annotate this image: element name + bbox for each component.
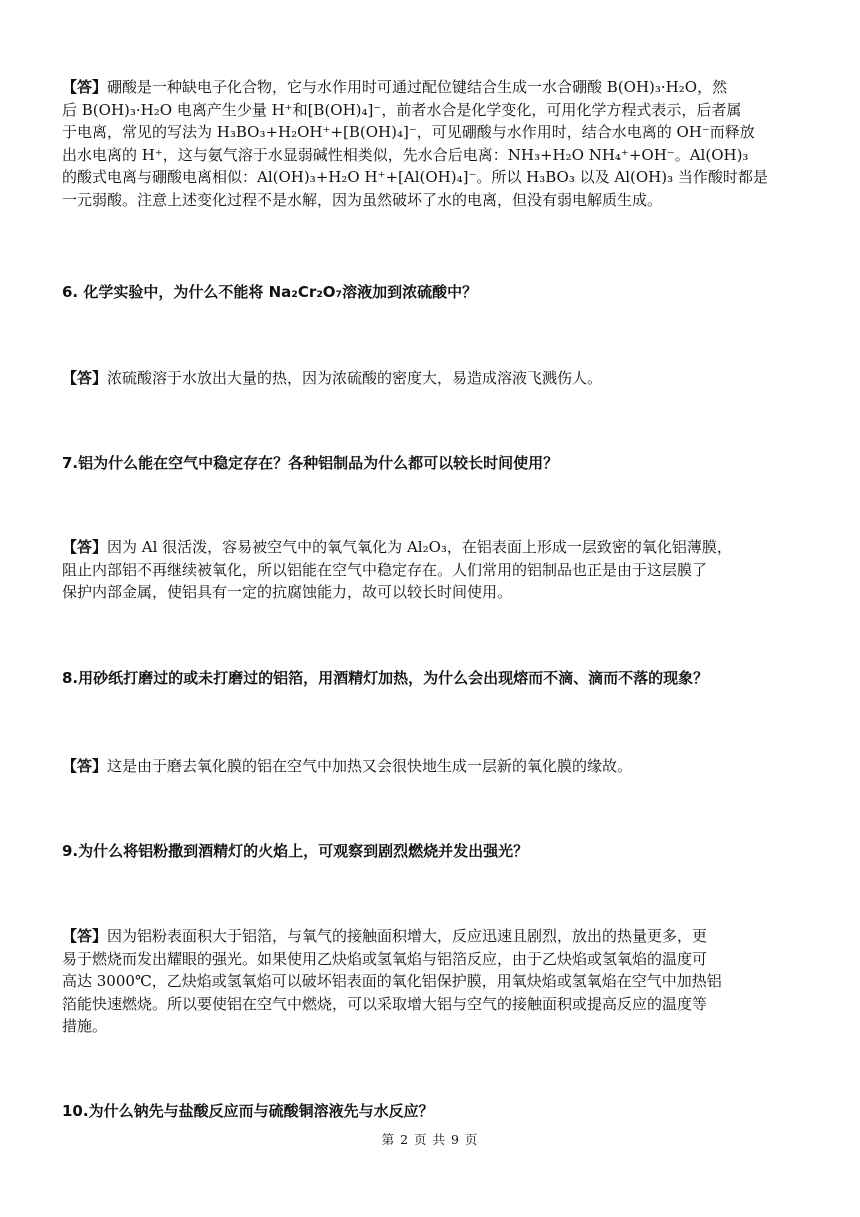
answer-tag: 【答】 — [62, 369, 108, 387]
answer-tag: 【答】 — [62, 757, 108, 775]
answer-6 — [62, 367, 798, 390]
answer-tag: 【答】 — [62, 927, 108, 945]
page-footer: 第 2 页 共 9 页 — [381, 1132, 479, 1147]
answer-line: 【答】硼酸是一种缺电子化合物，它与水作用时可通过配位键结合生成一水合硼酸 B(OH)₃·H₂O，然 — [62, 78, 728, 96]
answer-line: 【答】因为铝粉表面积大于铝箔，与氧气的接触面积增大，反应迅速且剧烈，放出的热量更多，更 — [62, 927, 708, 945]
answer-7 — [62, 536, 798, 604]
answer-5 — [62, 76, 798, 211]
answer-tag: 【答】 — [62, 538, 108, 556]
answer-line: 出水电离的 H⁺，这与氨气溶于水显弱碱性相类似，先水合后电离：NH₃+H₂O NH₄⁺+OH⁻。Al(OH)₃ — [62, 145, 749, 164]
question-10: 10.为什么钠先与盐酸反应而与硫酸铜溶液先与水反应？ — [62, 1102, 434, 1120]
question-9: 9.为什么将铝粉撒到酒精灯的火焰上，可观察到剧烈燃烧并发出强光？ — [62, 842, 529, 860]
answer-line: 易于燃烧而发出耀眼的强光。如果使用乙炔焰或氢氧焰与铝箔反应，由于乙炔焰或氢氧焰的温度可 — [62, 949, 708, 968]
question-8: 8.用砂纸打磨过的或未打磨过的铝箔，用酒精灯加热，为什么会出现熔而不滴、滴而不落的现象？ — [62, 669, 709, 687]
answer-line: 后 B(OH)₃·H₂O 电离产生少量 H⁺和[B(OH)₄]⁻，前者水合是化学变化，可用化学方程式表示，后者属 — [62, 100, 742, 119]
answer-8 — [62, 755, 798, 778]
answer-line: 阻止内部铝不再继续被氧化，所以铝能在空气中稳定存在。人们常用的铝制品也正是由于这层膜了 — [62, 560, 708, 579]
answer-line: 【答】浓硫酸溶于水放出大量的热，因为浓硫酸的密度大，易造成溶液飞溅伤人。 — [62, 369, 603, 387]
answer-line: 一元弱酸。注意上述变化过程不是水解，因为虽然破坏了水的电离，但没有弱电解质生成。 — [62, 190, 663, 209]
answer-tag: 【答】 — [62, 78, 108, 96]
answer-line: 【答】因为 Al 很活泼，容易被空气中的氧气氧化为 Al₂O₃，在铝表面上形成一层致密的氧化铝薄膜， — [62, 538, 732, 556]
answer-line: 【答】这是由于磨去氧化膜的铝在空气中加热又会很快地生成一层新的氧化膜的缘故。 — [62, 757, 633, 775]
answer-line: 高达 3000℃，乙炔焰或氢氧焰可以破坏铝表面的氧化铝保护膜，用氧炔焰或氢氧焰在空气中加热铝 — [62, 972, 722, 990]
answer-9 — [62, 925, 798, 1038]
question-7: 7.铝为什么能在空气中稳定存在？各种铝制品为什么都可以较长时间使用？ — [62, 454, 559, 472]
answer-line: 保护内部金属，使铝具有一定的抗腐蚀能力，故可以较长时间使用。 — [62, 583, 513, 601]
answer-line: 措施。 — [62, 1017, 108, 1035]
answer-line: 于电离，常见的写法为 H₃BO₃+H₂OH⁺+[B(OH)₄]⁻，可见硼酸与水作用时，结合水电离的 OH⁻而释放 — [62, 123, 755, 141]
answer-line: 箔能快速燃烧。所以要使铝在空气中燃烧，可以采取增大铝与空气的接触面积或提高反应的温度等 — [62, 994, 708, 1013]
answer-line: 的酸式电离与硼酸电离相似：Al(OH)₃+H₂O H⁺+[Al(OH)₄]⁻。所以 H₃BO₃ 以及 Al(OH)₃ 当作酸时都是 — [62, 168, 768, 186]
question-6: 6. 化学实验中，为什么不能将 Na₂Cr₂O₇溶液加到浓硫酸中？ — [62, 283, 478, 301]
